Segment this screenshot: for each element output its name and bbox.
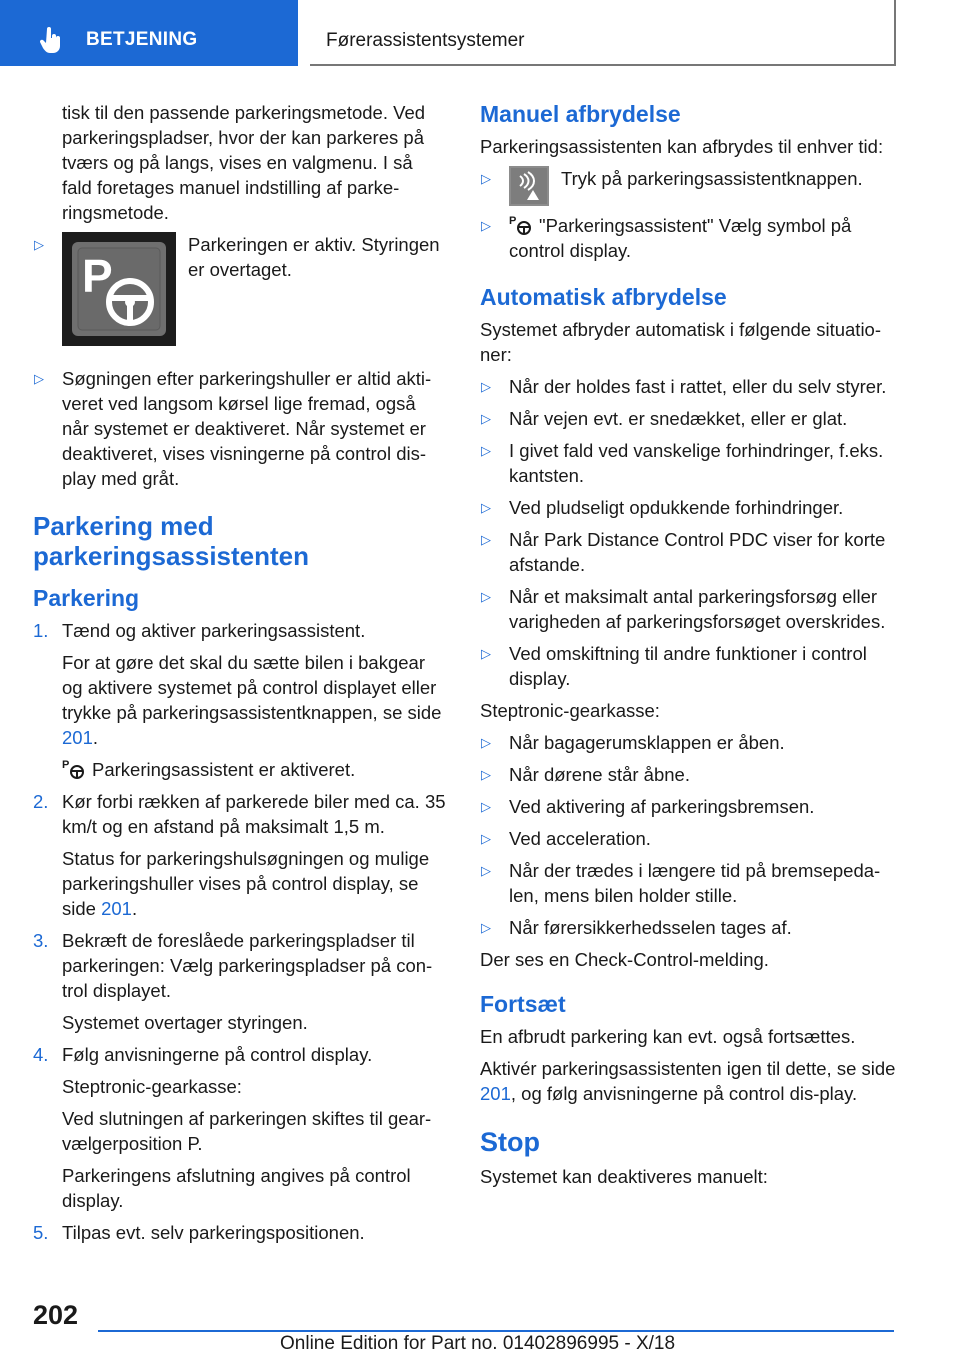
subsection-heading: Automatisk afbrydelse	[480, 284, 727, 310]
list-item	[480, 584, 898, 634]
bullet-text: Når dørene står åbne.	[509, 764, 690, 785]
step-text: Tilpas evt. selv parkeringspositionen.	[62, 1222, 365, 1243]
svg-text:P: P	[509, 215, 517, 227]
parking-steering-icon	[62, 232, 176, 346]
auto-bullet-list	[480, 374, 898, 691]
bullet-text: I givet fald ved vanskelige forhindringer, f.eks. kantsten.	[509, 440, 884, 486]
bullet-text: Når der holdes fast i rattet, eller du selv styrer.	[509, 376, 887, 397]
section-tab[interactable]	[0, 0, 298, 66]
bullet-text: Når førersikkerhedsselen tages af.	[509, 917, 792, 938]
bullet-text: Ved aktivering af parkeringsbremsen.	[509, 796, 815, 817]
subsection-heading: Fortsæt	[480, 991, 566, 1017]
triangle-bullet-icon: ▷	[34, 237, 44, 252]
triangle-bullet-icon: ▷	[481, 379, 491, 394]
bullet-text: Tryk på parkeringsassistentknappen.	[561, 168, 863, 189]
list-item	[33, 232, 447, 346]
chapter-title: Førerassistentsystemer	[326, 30, 525, 51]
list-item	[480, 826, 898, 851]
step-icon-line: P Parkeringsassistent er aktiveret.	[62, 759, 356, 780]
bullet-text: Ved pludseligt opdukkende forhindringer.	[509, 497, 844, 518]
list-item	[33, 366, 447, 491]
paragraph: Parkeringsassistenten kan afbrydes til enhver tid:	[480, 136, 884, 157]
step-text: Følg anvisningerne på control display.	[62, 1044, 373, 1065]
step-item	[33, 1042, 447, 1213]
parking-assistant-icon	[509, 214, 533, 236]
triangle-bullet-icon: ▷	[481, 646, 491, 661]
step-item	[33, 1220, 447, 1245]
list-item	[480, 641, 898, 691]
triangle-bullet-icon: ▷	[481, 920, 491, 935]
triangle-bullet-icon: ▷	[481, 218, 491, 233]
bullet-text: Når der trædes i længere tid på bremsepeda-len, mens bilen holder stille.	[509, 860, 881, 906]
paragraph: Systemet afbryder automatisk i følgende situatio-ner:	[480, 319, 882, 365]
right-column	[480, 100, 898, 1196]
subsection-heading: Manuel afbrydelse	[480, 101, 681, 127]
list-item	[480, 915, 898, 940]
step-item	[33, 618, 447, 782]
hand-pointer-icon	[40, 27, 62, 53]
bullet-text: Søgningen efter parkeringshuller er altid akti-veret ved langsom kørsel lige fremad, også når systemet er deaktiveret. Når systemet er deaktiveret, vises visningerne på control dis-play med gråt.	[62, 368, 432, 489]
step-number: 3.	[33, 930, 49, 951]
triangle-bullet-icon: ▷	[481, 500, 491, 515]
left-column	[33, 100, 447, 1252]
step-item	[33, 928, 447, 1035]
list-item	[480, 730, 898, 755]
paragraph: Aktivér parkeringsassistenten igen til dette, se side 201, og følg anvisningerne på control dis-play.	[480, 1058, 896, 1104]
step-detail: Systemet overtager styringen.	[62, 1012, 308, 1033]
chapter-tab[interactable]	[310, 0, 896, 66]
section-label: BETJENING	[86, 29, 198, 50]
paragraph: En afbrudt parkering kan evt. også fortsættes.	[480, 1026, 856, 1047]
subsection-heading: Parkering	[33, 585, 140, 611]
subsection-heading: Stop	[480, 1127, 540, 1157]
step-item	[33, 789, 447, 921]
bullet-text: Når Park Distance Control PDC viser for korte afstande.	[509, 529, 886, 575]
list-item	[480, 166, 898, 206]
triangle-bullet-icon: ▷	[481, 735, 491, 750]
step-number: 4.	[33, 1044, 49, 1065]
page-number: 202	[33, 1300, 79, 1330]
list-item	[480, 374, 898, 399]
step-detail: For at gøre det skal du sætte bilen i bakgear og aktivere systemet på control displayet eller trykke på parkeringsassistentknappen, se side 201.	[62, 652, 442, 748]
parking-button-icon	[509, 166, 549, 206]
step-detail: Ved slutningen af parkeringen skiftes til gear-vælgerposition P.	[62, 1108, 432, 1154]
bullet-text: Ved acceleration.	[509, 828, 651, 849]
bullet-text: "Parkeringsassistent" Vælg symbol på control display.	[509, 215, 852, 261]
page-link[interactable]: 201	[101, 898, 132, 919]
steptronic-bullet-list	[480, 730, 898, 940]
figure-caption: Parkeringen er aktiv. Styringen er overtaget.	[188, 234, 440, 280]
list-item	[480, 762, 898, 787]
list-item	[480, 213, 898, 263]
svg-text:P: P	[62, 759, 70, 771]
page-link[interactable]: 201	[480, 1083, 511, 1104]
list-item	[480, 406, 898, 431]
parking-assistant-icon	[62, 758, 86, 780]
triangle-bullet-icon: ▷	[481, 589, 491, 604]
bullet-text: Når et maksimalt antal parkeringsforsøg eller varigheden af parkeringsforsøget overskrides.	[509, 586, 886, 632]
bullet-text: Ved omskiftning til andre funktioner i control display.	[509, 643, 867, 689]
triangle-bullet-icon: ▷	[481, 411, 491, 426]
step-number: 2.	[33, 791, 49, 812]
list-item	[480, 495, 898, 520]
step-text: Kør forbi rækken af parkerede biler med ca. 35 km/t og en afstand på maksimalt 1,5 m.	[62, 791, 446, 837]
triangle-bullet-icon: ▷	[481, 532, 491, 547]
step-detail: Steptronic-gearkasse:	[62, 1076, 242, 1097]
triangle-bullet-icon: ▷	[481, 171, 491, 186]
step-text: Bekræft de foreslåede parkeringspladser til parkeringen: Vælg parkeringspladser på con-trol displayet.	[62, 930, 433, 1001]
footer-edition: Online Edition for Part no. 01402896995 - X/18	[280, 1333, 676, 1354]
list-item	[480, 858, 898, 908]
svg-text:P: P	[82, 250, 113, 302]
step-number: 5.	[33, 1222, 49, 1243]
list-item	[480, 794, 898, 819]
triangle-bullet-icon: ▷	[481, 799, 491, 814]
triangle-bullet-icon: ▷	[481, 767, 491, 782]
paragraph: Systemet kan deaktiveres manuelt:	[480, 1166, 768, 1187]
triangle-bullet-icon: ▷	[481, 863, 491, 878]
triangle-bullet-icon: ▷	[34, 371, 44, 386]
paragraph: Steptronic-gearkasse:	[480, 700, 660, 721]
list-item	[480, 527, 898, 577]
page-link[interactable]: 201	[62, 727, 93, 748]
list-item	[480, 438, 898, 488]
footer-divider	[98, 1330, 894, 1332]
bullet-text: Når vejen evt. er snedækket, eller er glat.	[509, 408, 848, 429]
step-detail: Status for parkeringshulsøgningen og mulige parkeringshuller vises på control display, se side 201.	[62, 848, 430, 919]
intro-paragraph: tisk til den passende parkeringsmetode. Ved parkeringspladser, hvor der kan parkeres på tværs og på langs, vises en valgmenu. I så fald foretages manuel indstilling af parke-ringsmetode.	[62, 102, 426, 223]
triangle-bullet-icon: ▷	[481, 443, 491, 458]
section-heading: Parkering med parkeringsassistenten	[33, 511, 310, 571]
step-detail: Parkeringens afslutning angives på control display.	[62, 1165, 411, 1211]
step-text: Tænd og aktiver parkeringsassistent.	[62, 620, 366, 641]
paragraph: Der ses en Check-Control-melding.	[480, 949, 769, 970]
step-number: 1.	[33, 620, 49, 641]
triangle-bullet-icon: ▷	[481, 831, 491, 846]
bullet-text: Når bagagerumsklappen er åben.	[509, 732, 785, 753]
